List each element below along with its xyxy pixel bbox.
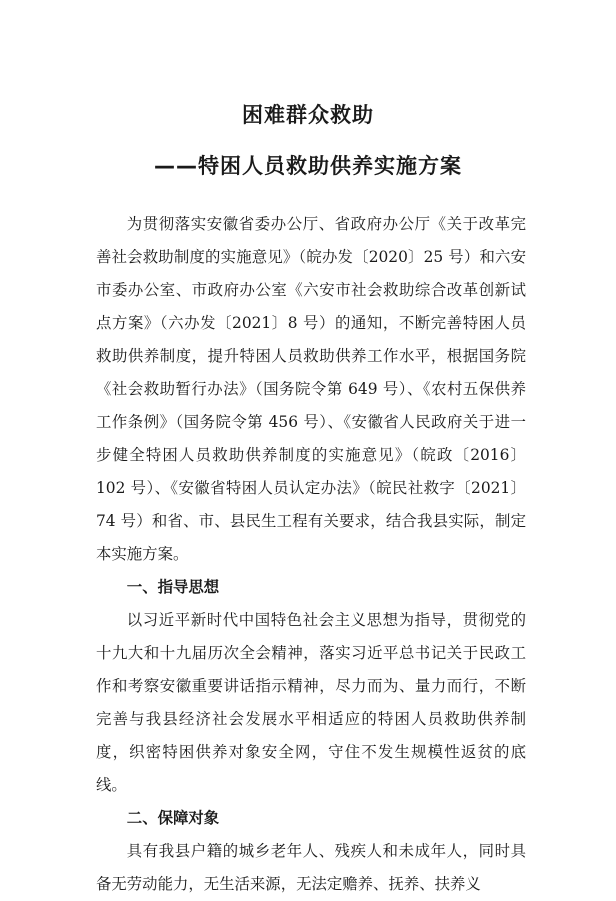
document-subtitle: ——特困人员救助供养实施方案 — [154, 154, 462, 178]
section-paragraph-guiding-ideology: 以习近平新时代中国特色社会主义思想为指导，贯彻党的十九大和十九届历次全会精神，落实习近平总书记关于民政工作和考察安徽重要讲话指示精神，尽力而为、量力而行，不断完善与我县经济社会发展水平相适应的特困人员救助供养制度，织密特困供养对象安全网，守住不发生规模性返贫的底线。 — [96, 611, 526, 794]
document-body — [96, 208, 526, 901]
section-paragraph-coverage: 具有我县户籍的城乡老年人、残疾人和未成年人，同时具备无劳动能力，无生活来源，无法定赡养、抚养、扶养义 — [96, 842, 526, 893]
section-heading-guiding-ideology: 一、指导思想 — [126, 578, 220, 596]
document-title: 困难群众救助 — [242, 103, 374, 127]
intro-paragraph: 为贯彻落实安徽省委办公厅、省政府办公厅《关于改革完善社会救助制度的实施意见》（皖办发〔2020〕25 号）和六安市委办公室、市政府办公室《六安市社会救助综合改革创新试点方案》（六办发〔2021〕8 号）的通知，不断完善特困人员救助供养制度，提升特困人员救助供养工作水平，根据国务院《社会救助暂行办法》（国务院令第 649 号）、《农村五保供养工作条例》（国务院令第 456 号）、《安徽省人民政府关于进一步健全特困人员救助供养制度的实施意见》（皖政〔2016〕102 号）、《安徽省特困人员认定办法》（皖民社救字〔2021〕74 号）和省、市、县民生工程有关要求，结合我县实际，制定本实施方案。 — [96, 215, 526, 563]
section-heading-coverage: 二、保障对象 — [126, 809, 220, 827]
